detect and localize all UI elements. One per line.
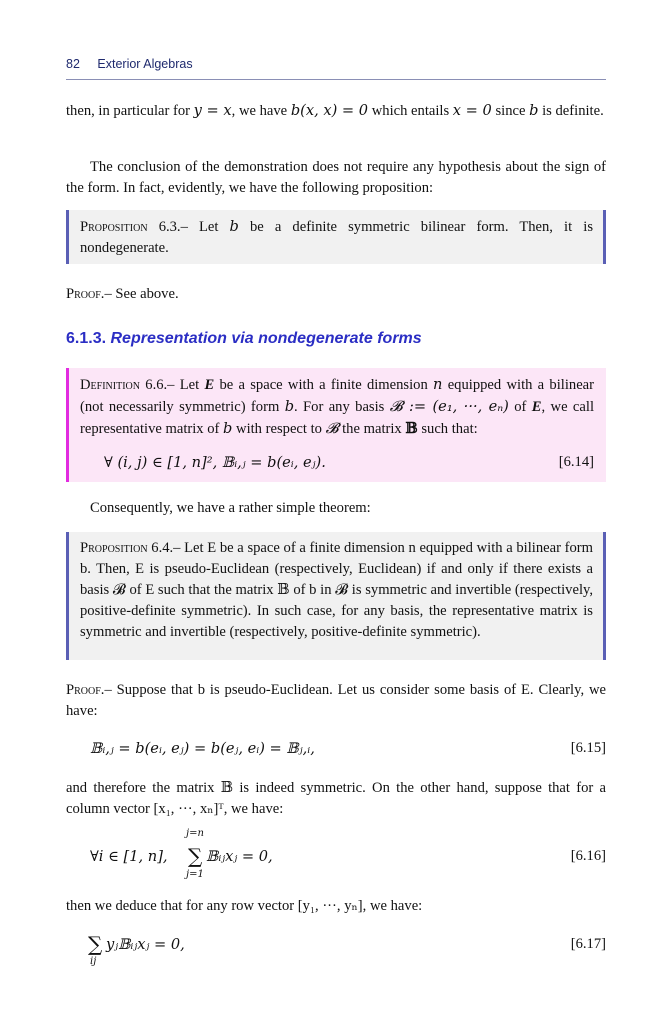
definition-label: Definition — [80, 377, 140, 393]
running-title: Exterior Algebras — [97, 57, 193, 71]
running-head — [66, 57, 606, 71]
equation-6-16-lhs: ∀i ∈ [1, n], — [90, 848, 168, 865]
math-y-equals-x: y = x — [193, 102, 232, 119]
definition-6-6: Definition 6.6.– Let E be a space with a finite dimension n equipped with a bilinear (not necessarily symmetric) form b. For any basis 𝓑 := (e₁, ···, eₙ) of E, we call representative matrix of b with respect to 𝓑 the matrix 𝔹 such that: — [80, 376, 595, 437]
proposition-label: Proposition — [80, 540, 148, 556]
section-title: Representation via nondegenerate forms — [110, 330, 422, 347]
equation-6-16-rhs: 𝔹ᵢⱼxⱼ = 0, — [206, 848, 273, 865]
equation-6-15 — [66, 738, 606, 762]
proof-label: Proof — [66, 286, 101, 302]
math-bxx: b(x, x) = 0 — [290, 102, 369, 119]
proposition-label: Proposition — [80, 219, 148, 235]
equation-6-16-number: [6.16] — [570, 848, 606, 864]
equation-6-16 — [66, 828, 606, 880]
sum-sign: ∑ — [188, 844, 203, 868]
equation-6-17 — [66, 932, 606, 968]
section-number: 6.1.3. — [66, 330, 107, 347]
proposition-6-4: Proposition 6.4.– Let E be a space of a finite dimension n equipped with a bilinear form b. Then, E is pseudo-Euclidean (respectively, Euclidean) if and only if there exists a basis 𝓑 of E such that the matrix 𝔹 of b in 𝓑 is symmetric and invertible (respectively, positive-definite symmetric). In such case, for any basis, the representative matrix is symmetric and invertible (respectively, positive-definite symmetric). — [80, 540, 594, 640]
equation-6-15-body: 𝔹ᵢ,ⱼ = b(eᵢ, eⱼ) = b(eⱼ, eᵢ) = 𝔹ⱼ,ᵢ, — [90, 740, 315, 757]
proposition-6-4-box — [66, 532, 606, 660]
proposition-6-3-box — [66, 210, 606, 264]
sum-lower-limit: j=1 — [186, 869, 204, 880]
section-heading — [66, 330, 606, 356]
math-basis: 𝓑 := (e₁, ···, eₙ) — [389, 398, 509, 415]
proof-2: Proof.– Suppose that b is pseudo-Euclidean. Let us consider some basis of E. Clearly, we have: — [66, 682, 606, 719]
equation-6-14 — [80, 452, 594, 476]
paragraph-2: The conclusion of the demonstration does not require any hypothesis about the sign of the form. In fact, evidently, we have the following proposition: — [66, 159, 606, 196]
paragraph-1: then, in particular for y = x, we have b(x, x) = 0 which entails x = 0 since b is definite. — [66, 102, 604, 119]
paragraph-5: then we deduce that for any row vector [y₁, ···, yₙ], we have: — [66, 898, 423, 914]
sum-sign: ∑ — [88, 932, 103, 956]
proof-label: Proof — [66, 682, 101, 698]
definition-6-6-box — [66, 368, 606, 482]
sum-upper-limit: j=n — [186, 828, 204, 839]
paragraph-4: and therefore the matrix 𝔹 is indeed symmetric. On the other hand, suppose that for a column vector [x₁, ···, xₙ]ᵀ, we have: — [66, 780, 606, 817]
math-x-zero: x = 0 — [452, 102, 492, 119]
equation-6-14-body: ∀ (i, j) ∈ [1, n]², 𝔹ᵢ,ⱼ = b(eᵢ, eⱼ). — [104, 454, 326, 471]
equation-6-17-number: [6.17] — [570, 936, 606, 952]
page-body — [66, 100, 606, 968]
proposition-6-3: Proposition 6.3.– Let b be a definite symmetric bilinear form. Then, it is nondegenerate. — [80, 218, 593, 256]
sum-lower-limit: ij — [90, 956, 97, 967]
equation-6-15-number: [6.15] — [570, 740, 606, 756]
equation-6-17-rhs: yⱼ𝔹ᵢⱼxⱼ = 0, — [106, 936, 185, 953]
page-number: 82 — [66, 57, 80, 71]
paragraph-3: Consequently, we have a rather simple theorem: — [90, 500, 371, 516]
header-rule — [66, 79, 606, 80]
proof-1: Proof.– See above. — [66, 286, 179, 302]
equation-6-14-number: [6.14] — [558, 454, 594, 470]
